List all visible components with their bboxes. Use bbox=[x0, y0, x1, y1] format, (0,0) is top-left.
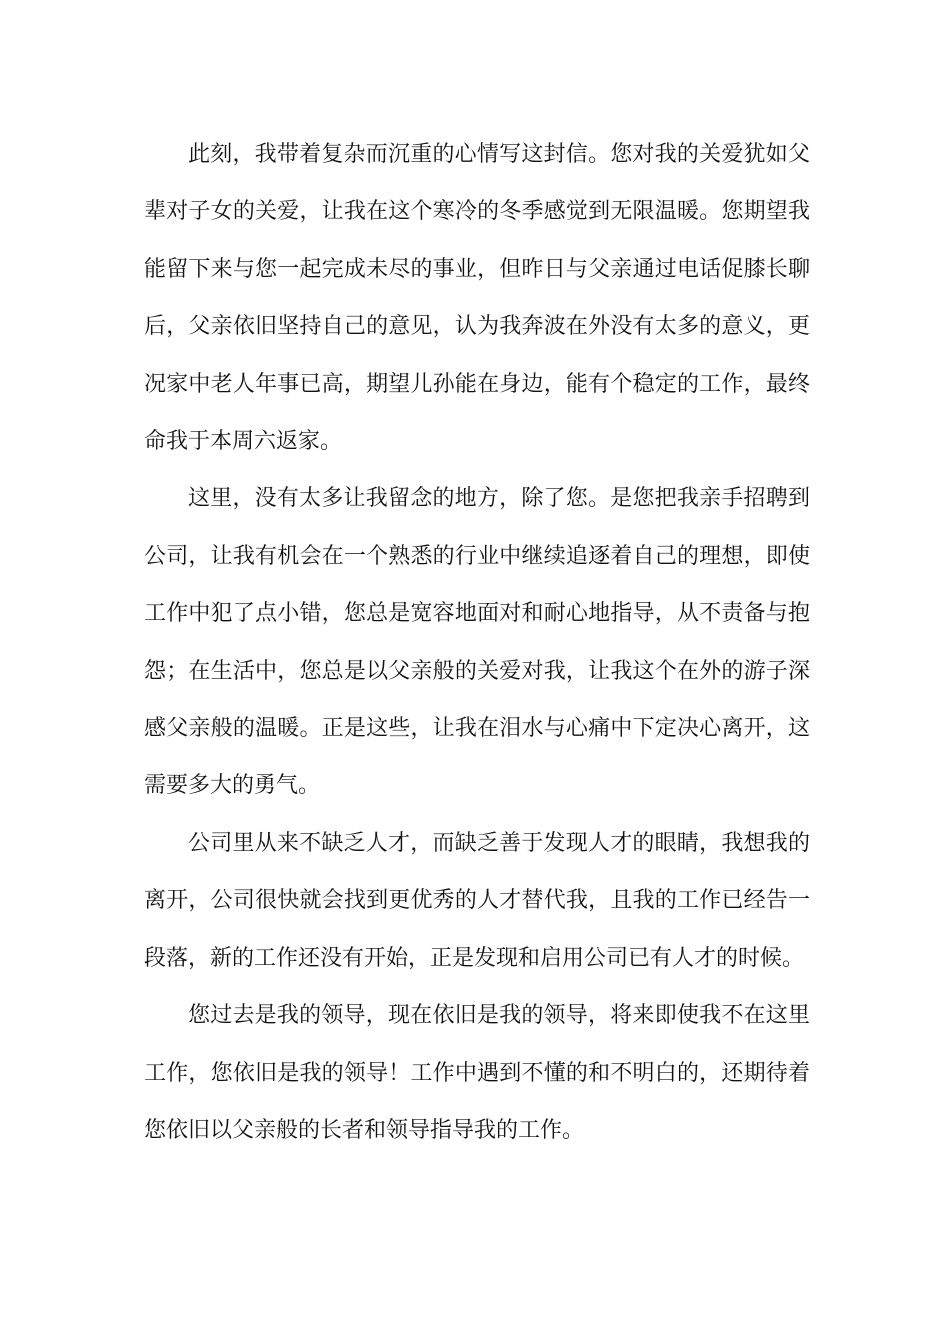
paragraph-2: 这里，没有太多让我留念的地方，除了您。是您把我亲手招聘到公司，让我有机会在一个熟悉的行业中继续追逐着自己的理想，即使工作中犯了点小错，您总是宽容地面对和耐心地指导，从不责备与抱怨；在生活中，您总是以父亲般的关爱对我，让我这个在外的游子深感父亲般的温暖。正是这些，让我在泪水与心痛中下定决心离开，这需要多大的勇气。 bbox=[144, 486, 810, 799]
letter-body bbox=[144, 126, 810, 1159]
paragraph-1: 此刻，我带着复杂而沉重的心情写这封信。您对我的关爱犹如父辈对子女的关爱，让我在这个寒冷的冬季感觉到无限温暖。您期望我能留下来与您一起完成未尽的事业，但昨日与父亲通过电话促膝长聊后，父亲依旧坚持自己的意见，认为我奔波在外没有太多的意义，更况家中老人年事已高，期望儿孙能在身边，能有个稳定的工作，最终命我于本周六返家。 bbox=[144, 142, 810, 455]
paragraph-4: 您过去是我的领导，现在依旧是我的领导，将来即使我不在这里工作，您依旧是我的领导！工作中遇到不懂的和不明白的，还期待着您依旧以父亲般的长者和领导指导我的工作。 bbox=[144, 1003, 810, 1143]
paragraph-3: 公司里从来不缺乏人才，而缺乏善于发现人才的眼睛，我想我的离开，公司很快就会找到更优秀的人才替代我，且我的工作已经告一段落，新的工作还没有开始，正是发现和启用公司已有人才的时候。 bbox=[144, 830, 810, 971]
